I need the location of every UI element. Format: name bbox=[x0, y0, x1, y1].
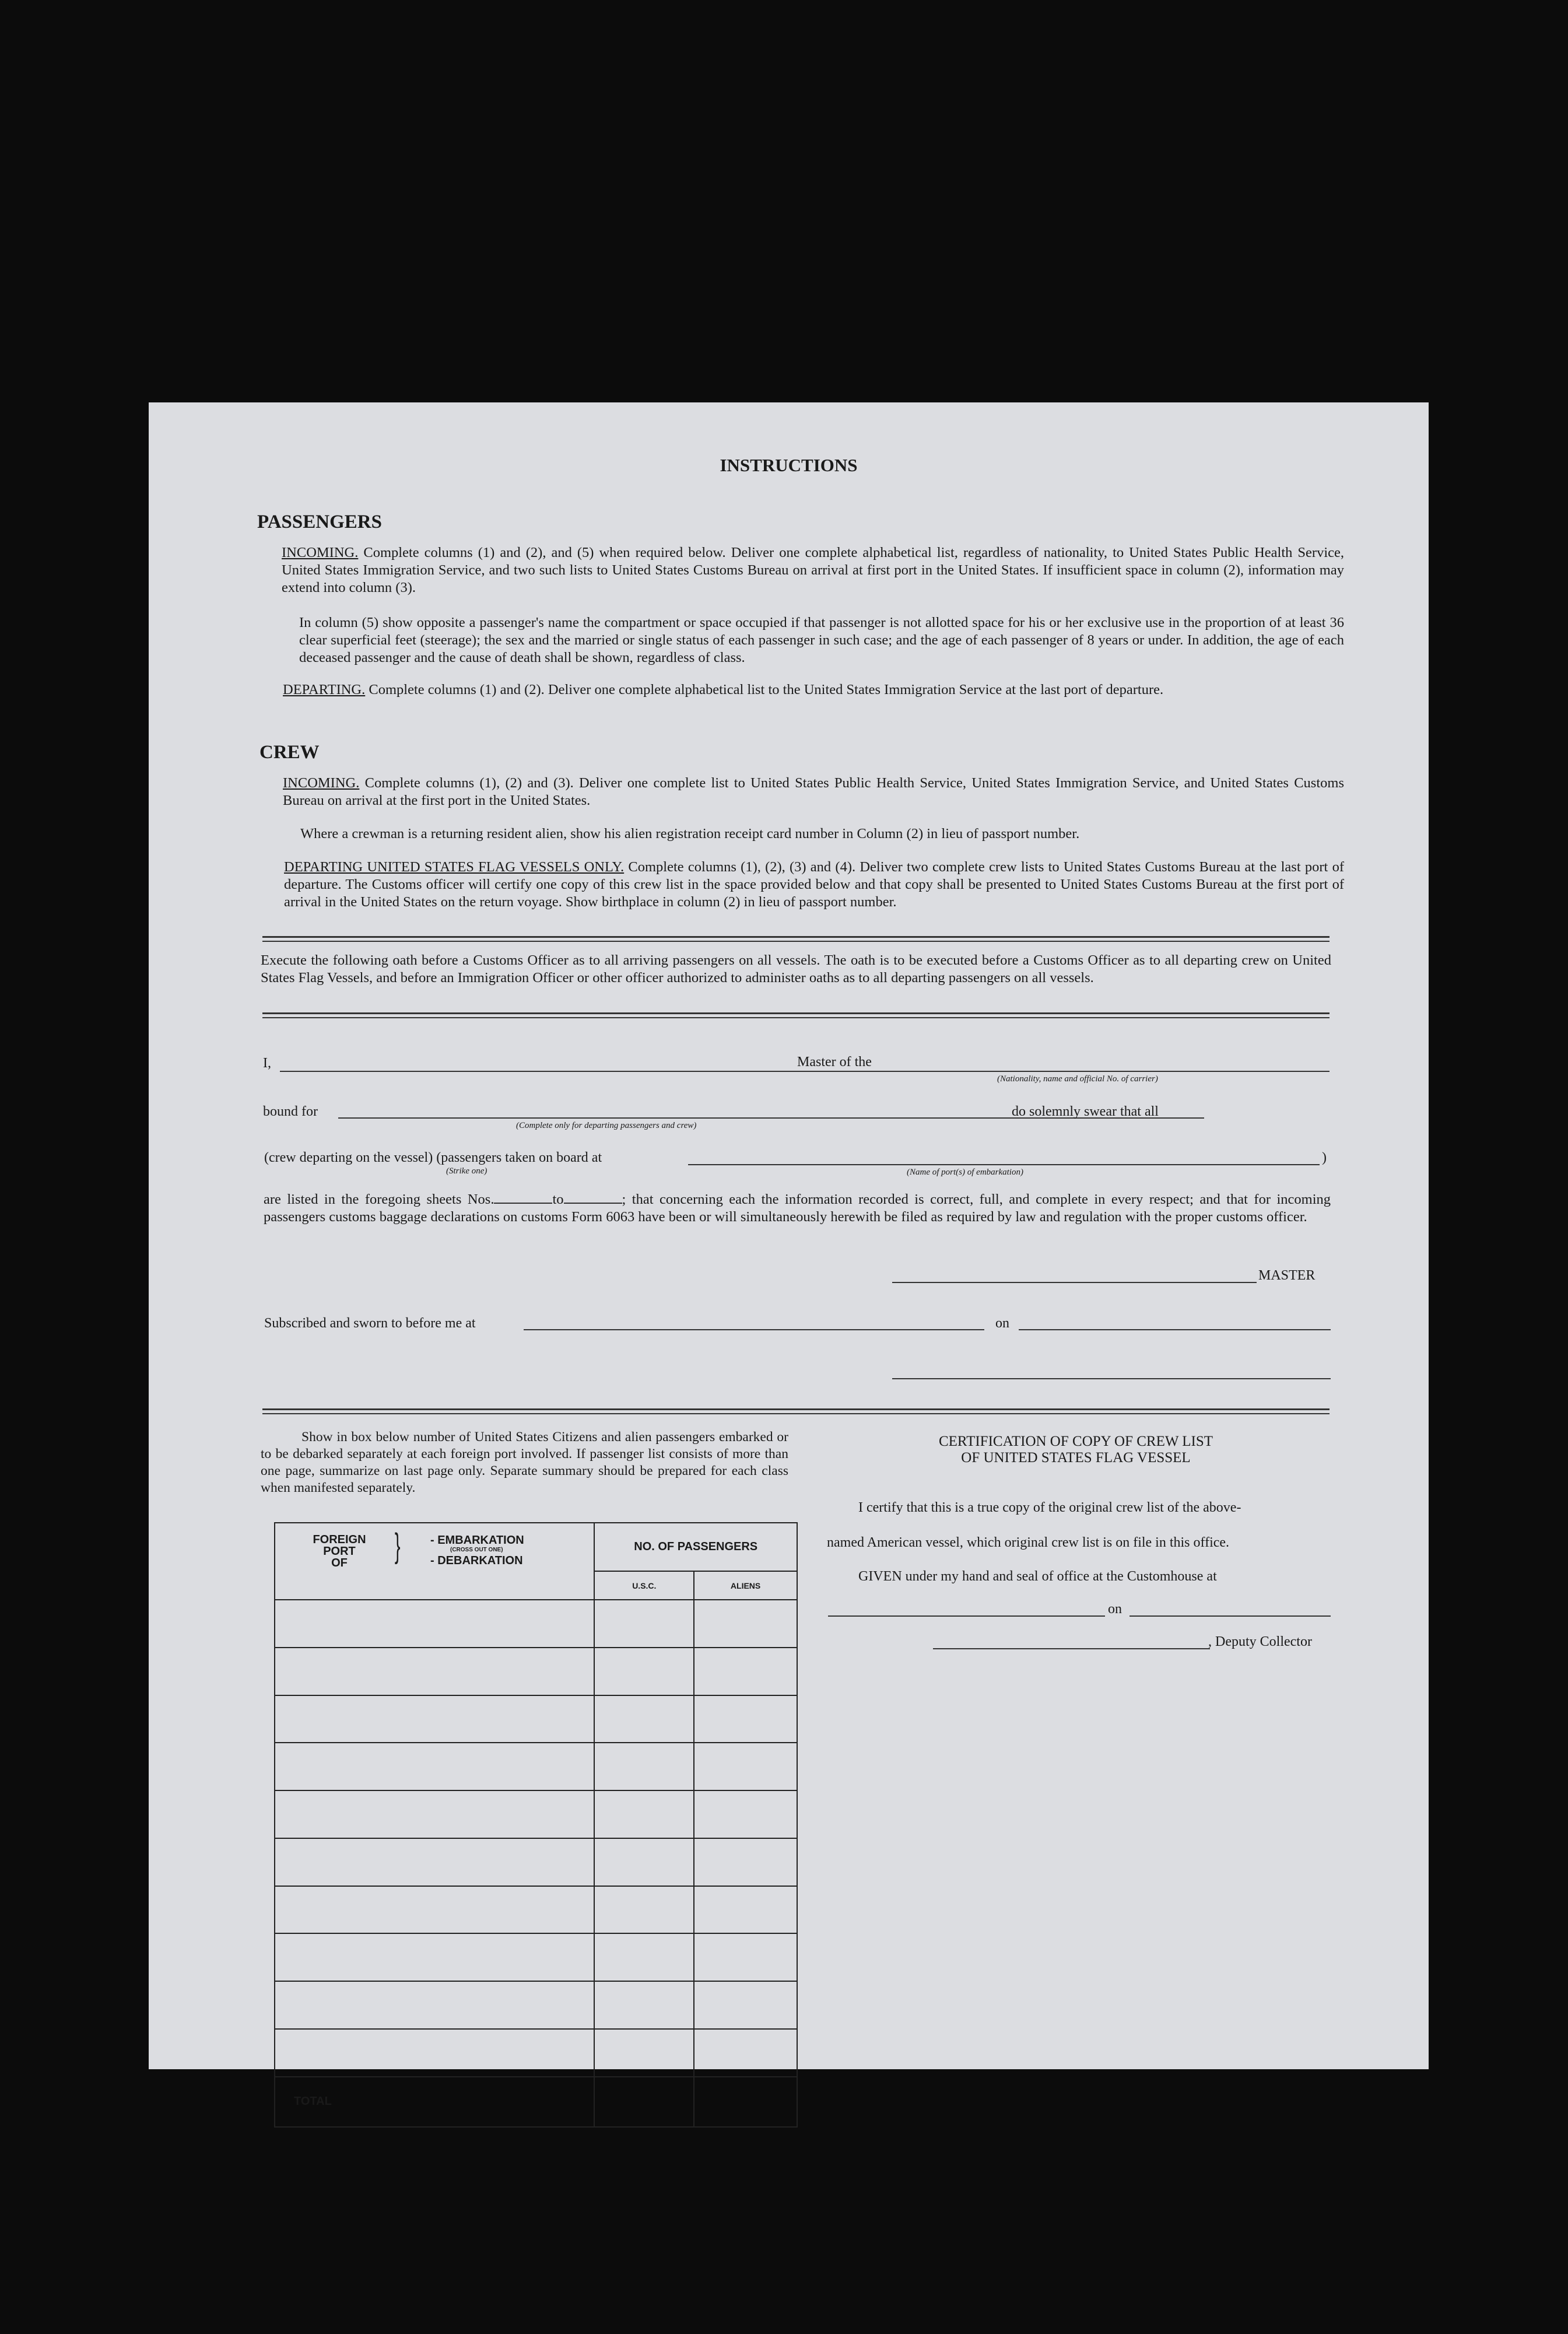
crew-incoming-paragraph bbox=[283, 775, 1344, 809]
aliens-cell[interactable] bbox=[694, 1648, 797, 1695]
port-cell[interactable] bbox=[275, 1981, 594, 2029]
usc-cell[interactable] bbox=[594, 1790, 694, 1838]
passengers-incoming-label: INCOMING. bbox=[282, 545, 359, 560]
aliens-cell[interactable] bbox=[694, 1981, 797, 2029]
strike-one-note: (Strike one) bbox=[446, 1166, 487, 1176]
master-signature-field[interactable] bbox=[892, 1282, 1257, 1283]
embarkation-port-field[interactable] bbox=[688, 1164, 1320, 1165]
column5-paragraph: In column (5) show opposite a passenger's name the compartment or space occupied if that passenger is not allotted space for his or her exclusive use in the proportion of at least 36 clear superficial feet (steerage); the sex and the married or single status of each passenger in such case; and the age of each passenger of 8 years or under. In addition, the age of each deceased passenger and the cause of death shall be shown, regardless of class. bbox=[299, 615, 1344, 665]
passengers-departing-paragraph bbox=[283, 681, 1344, 699]
usc-cell[interactable] bbox=[594, 1981, 694, 2029]
form-page bbox=[149, 402, 1429, 2108]
complete-only-note: (Complete only for departing passengers and crew) bbox=[516, 1121, 697, 1130]
passengers-incoming-paragraph bbox=[282, 544, 1344, 597]
master-name-field[interactable] bbox=[280, 1071, 930, 1072]
section-divider bbox=[262, 1413, 1330, 1414]
passengers-departing-text: Complete columns (1) and (2). Deliver one complete alphabetical list to the United States Immigration Service at the last port of departure. bbox=[369, 682, 1164, 698]
oath-intro: Execute the following oath before a Customs Officer as to all arriving passengers on all vessels. The oath is to be executed before a Customs Officer as to all departing crew on United States Flag Vessels, and before an Immigration Officer or other officer authorized to administer oaths as to all departing passengers on all vessels. bbox=[261, 952, 1331, 986]
passengers-incoming-text: Complete columns (1) and (2), and (5) when required below. Deliver one complete alphabetical list, regardless of nationality, to United States Public Health Service, United States Immigration Service, and two such lists to United States Customs Bureau on arrival at first port in the United States. If insufficient space in column (2), information may extend into column (3). bbox=[282, 545, 1345, 595]
given-date-field[interactable] bbox=[1129, 1615, 1331, 1617]
summary-instructions: Show in box below number of United States Citizens and alien passengers embarked or to be debarked separately at each foreign port involved. If passenger list consists of more than one page, summarize on last page only. Separate summary should be prepared for each class when manifested separately. bbox=[261, 1429, 788, 1495]
oath-i-label: I, bbox=[263, 1056, 271, 1071]
port-cell[interactable] bbox=[275, 1886, 594, 1934]
section-divider bbox=[262, 1012, 1330, 1014]
officer-signature-field[interactable] bbox=[892, 1378, 1331, 1379]
certify-line2: named American vessel, which original crew list is on file in this office. bbox=[827, 1535, 1230, 1550]
port-cell[interactable] bbox=[275, 1838, 594, 1886]
certification-title-line1: CERTIFICATION OF COPY OF CREW LIST bbox=[938, 1434, 1213, 1449]
close-paren: ) bbox=[1322, 1150, 1327, 1165]
aliens-cell[interactable] bbox=[694, 2029, 797, 2077]
usc-cell[interactable] bbox=[594, 1933, 694, 1981]
usc-cell[interactable] bbox=[594, 1838, 694, 1886]
aliens-cell[interactable] bbox=[694, 1790, 797, 1838]
foreign-port-of-label bbox=[299, 1534, 380, 1569]
usc-cell[interactable] bbox=[594, 1886, 694, 1934]
crew-departing-label: DEPARTING UNITED STATES FLAG VESSELS ONLY. bbox=[284, 859, 625, 875]
aliens-cell[interactable] bbox=[694, 1933, 797, 1981]
port-cell[interactable] bbox=[275, 1933, 594, 1981]
nationality-note: (Nationality, name and official No. of carrier) bbox=[997, 1074, 1158, 1084]
certification-title-line2: OF UNITED STATES FLAG VESSEL bbox=[961, 1450, 1191, 1466]
section-divider bbox=[262, 1408, 1330, 1410]
aliens-cell[interactable] bbox=[694, 1838, 797, 1886]
crew-heading: CREW bbox=[259, 742, 320, 763]
port-cell[interactable] bbox=[275, 1600, 594, 1648]
section-divider bbox=[262, 936, 1330, 938]
port-cell[interactable] bbox=[275, 2029, 594, 2077]
port-cell[interactable] bbox=[275, 1695, 594, 1743]
sheet-to-field[interactable] bbox=[564, 1191, 622, 1204]
crew-incoming-label: INCOMING. bbox=[283, 775, 360, 791]
port-word: PORT bbox=[323, 1545, 356, 1558]
subscribed-label: Subscribed and sworn to before me at bbox=[264, 1316, 476, 1331]
oath-statement-text: ; that concerning each the information recorded is correct, full, and complete in every respect; and that for incoming passengers customs baggage declarations on customs Form 6063 have been or will simultaneously herewith be filed as required by law and regulation with the proper customs officer. bbox=[264, 1191, 1331, 1225]
cross-out-note: (CROSS OUT ONE) bbox=[450, 1547, 503, 1553]
vessel-field[interactable] bbox=[889, 1071, 1330, 1072]
port-note: (Name of port(s) of embarkation) bbox=[907, 1168, 1023, 1177]
aliens-cell[interactable] bbox=[694, 1886, 797, 1934]
crew-departing-paragraph bbox=[284, 858, 1344, 911]
master-label: MASTER bbox=[1258, 1268, 1316, 1283]
usc-total-cell[interactable] bbox=[594, 2077, 694, 2127]
deputy-signature-field[interactable] bbox=[933, 1648, 1210, 1649]
port-cell[interactable] bbox=[275, 1743, 594, 1790]
certification-title bbox=[819, 1434, 1332, 1466]
foreign-word: FOREIGN bbox=[313, 1533, 366, 1546]
aliens-cell[interactable] bbox=[694, 1600, 797, 1648]
port-header-cell bbox=[275, 1523, 594, 1600]
passengers-heading: PASSENGERS bbox=[257, 511, 382, 532]
usc-header: U.S.C. bbox=[594, 1571, 694, 1600]
section-divider bbox=[262, 1017, 1330, 1018]
embarkation-label: - EMBARKATION bbox=[430, 1534, 524, 1547]
page-title: INSTRUCTIONS bbox=[720, 455, 858, 475]
bound-for-label: bound for bbox=[263, 1104, 318, 1119]
sheets-nos-label: are listed in the foregoing sheets Nos. bbox=[264, 1191, 494, 1207]
brace-icon: } bbox=[394, 1527, 401, 1565]
passengers-departing-label: DEPARTING. bbox=[283, 682, 366, 698]
crew-passengers-label: (crew departing on the vessel) (passengers taken on board at bbox=[264, 1150, 602, 1165]
aliens-cell[interactable] bbox=[694, 1743, 797, 1790]
usc-cell[interactable] bbox=[594, 1648, 694, 1695]
master-of-the-label: Master of the bbox=[797, 1054, 872, 1070]
crew-incoming-text: Complete columns (1), (2) and (3). Deliver one complete list to United States Public Health Service, United States Immigration Service, and United States Customs Bureau on arrival at the first port in the United States. bbox=[283, 775, 1344, 808]
total-label: TOTAL bbox=[275, 2077, 594, 2127]
customhouse-field[interactable] bbox=[828, 1615, 1105, 1617]
section-divider bbox=[262, 941, 1330, 942]
aliens-total-cell[interactable] bbox=[694, 2077, 797, 2127]
port-cell[interactable] bbox=[275, 1790, 594, 1838]
usc-cell[interactable] bbox=[594, 1743, 694, 1790]
deputy-collector-label: , Deputy Collector bbox=[1208, 1634, 1312, 1649]
usc-cell[interactable] bbox=[594, 2029, 694, 2077]
debarkation-label: - DEBARKATION bbox=[430, 1554, 523, 1567]
usc-cell[interactable] bbox=[594, 1600, 694, 1648]
ports-summary-table bbox=[274, 1522, 798, 2128]
sheet-from-field[interactable] bbox=[494, 1191, 552, 1204]
do-solemnly-label: do solemnly swear that all bbox=[1012, 1104, 1159, 1119]
given-on-label: on bbox=[1108, 1601, 1122, 1617]
no-of-passengers-header: NO. OF PASSENGERS bbox=[594, 1523, 797, 1571]
sworn-date-field[interactable] bbox=[1019, 1329, 1331, 1330]
given-label: GIVEN under my hand and seal of office at the Customhouse at bbox=[858, 1569, 1217, 1584]
usc-cell[interactable] bbox=[594, 1695, 694, 1743]
certify-line1: I certify that this is a true copy of the original crew list of the above- bbox=[858, 1500, 1241, 1515]
aliens-header: ALIENS bbox=[694, 1571, 797, 1600]
aliens-cell[interactable] bbox=[694, 1695, 797, 1743]
of-word: OF bbox=[331, 1557, 348, 1569]
sheets-to-label: to bbox=[552, 1191, 564, 1207]
sworn-place-field[interactable] bbox=[524, 1329, 984, 1330]
oath-statement bbox=[264, 1191, 1331, 1226]
sworn-on-label: on bbox=[995, 1316, 1009, 1331]
crew-resident-paragraph: Where a crewman is a returning resident alien, show his alien registration receipt card number in Column (2) in lieu of passport number. bbox=[300, 826, 1080, 842]
port-cell[interactable] bbox=[275, 1648, 594, 1695]
crew-departing-text: Complete columns (1), (2), (3) and (4). Deliver two complete crew lists to United States Customs Bureau at the last port of departure. The Customs officer will certify one copy of this crew list in the space provided below and that copy shall be presented to United States Customs Bureau at the first port of arrival in the United States on the return voyage. Show birthplace in column (2) in lieu of passport number. bbox=[284, 859, 1344, 910]
